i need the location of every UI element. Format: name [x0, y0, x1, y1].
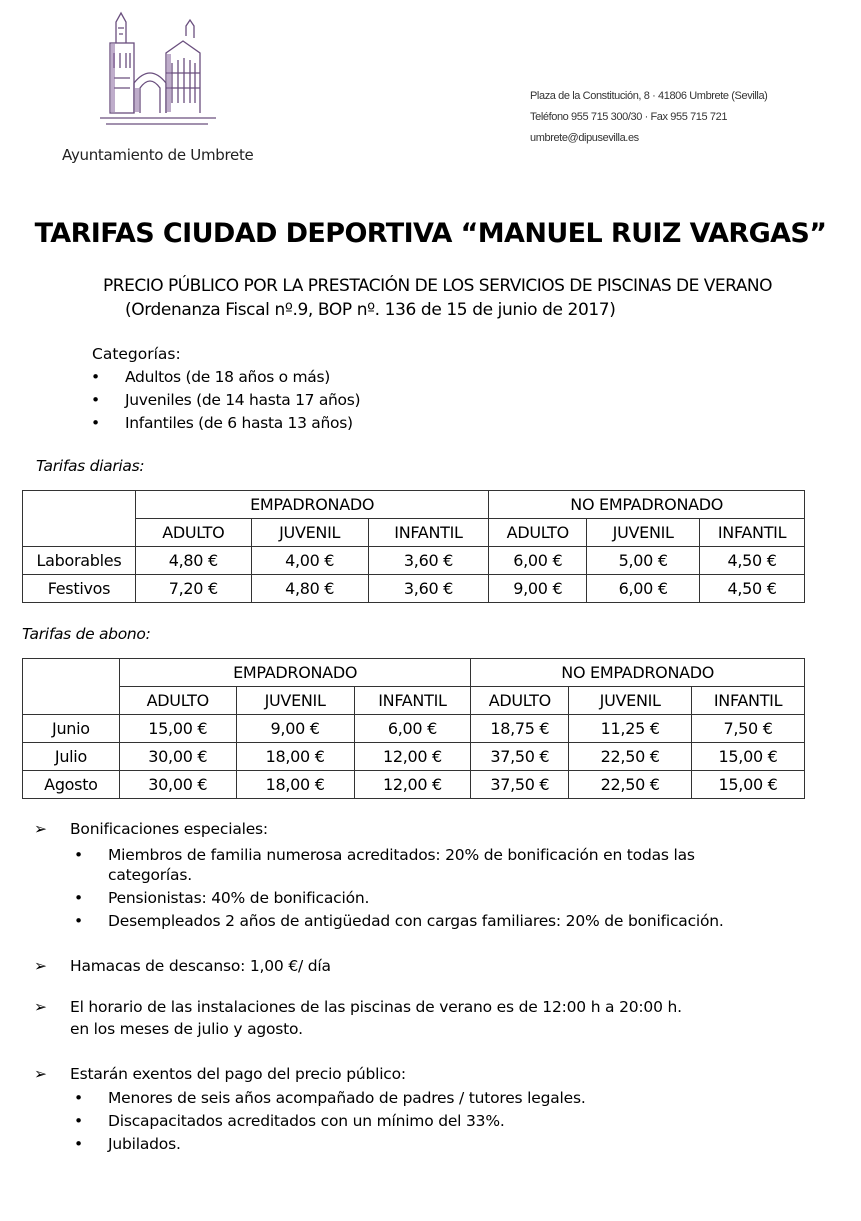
- exempt-disabled: Discapacitados acreditados con un mínimo del 33%.: [108, 1112, 505, 1130]
- list-item: [74, 887, 370, 910]
- price-cell: 9,00 €: [236, 715, 354, 743]
- bonus-pensioners: Pensionistas: 40% de bonificación.: [108, 889, 370, 907]
- bullet-icon: •: [74, 1112, 83, 1130]
- bullet-icon: •: [74, 889, 83, 907]
- list-item-continuation: [108, 864, 192, 887]
- price-cell: 3,60 €: [368, 547, 489, 575]
- price-cell: 6,00 €: [587, 575, 700, 603]
- price-cell: 9,00 €: [489, 575, 587, 603]
- row-label: Junio: [23, 715, 120, 743]
- price-cell: 4,00 €: [251, 547, 368, 575]
- logo-text: Ayuntamiento de Umbrete: [62, 146, 254, 164]
- schedule-note: [34, 998, 682, 1016]
- column-header: ADULTO: [119, 687, 236, 715]
- price-cell: 6,00 €: [354, 715, 471, 743]
- category-adults: Adultos (de 18 años o más): [125, 368, 330, 386]
- arrow-bullet-icon: ➢: [34, 1065, 47, 1083]
- season-rates-title: Tarifas de abono:: [22, 625, 151, 643]
- column-header: INFANTIL: [354, 687, 471, 715]
- arrow-bullet-icon: ➢: [34, 957, 47, 975]
- column-header: INFANTIL: [692, 687, 805, 715]
- bullet-icon: •: [74, 912, 83, 930]
- column-header: ADULTO: [471, 687, 569, 715]
- table-row: [23, 547, 805, 575]
- price-cell: 22,50 €: [569, 771, 692, 799]
- list-item: [74, 1087, 586, 1110]
- price-cell: 22,50 €: [569, 743, 692, 771]
- price-cell: 15,00 €: [692, 771, 805, 799]
- price-cell: 37,50 €: [471, 743, 569, 771]
- table-row: [23, 575, 805, 603]
- exempt-title: Estarán exentos del pago del precio público:: [70, 1065, 406, 1083]
- price-cell: 7,50 €: [692, 715, 805, 743]
- list-item: [74, 1110, 505, 1133]
- table-header-row: [23, 519, 805, 547]
- bullet-icon: •: [91, 368, 100, 386]
- price-cell: 15,00 €: [119, 715, 236, 743]
- price-cell: 30,00 €: [119, 771, 236, 799]
- table-header-row: [23, 687, 805, 715]
- subtitle: PRECIO PÚBLICO POR LA PRESTACIÓN DE LOS SERVICIOS DE PISCINAS DE VERANO: [103, 276, 772, 296]
- row-label: Festivos: [23, 575, 136, 603]
- column-header: JUVENIL: [236, 687, 354, 715]
- bonus-unemployed: Desempleados 2 años de antigüedad con cargas familiares: 20% de bonificación.: [108, 912, 724, 930]
- table-header-row: [23, 491, 805, 519]
- bullet-icon: •: [91, 391, 100, 409]
- row-label: Agosto: [23, 771, 120, 799]
- column-header: INFANTIL: [368, 519, 489, 547]
- price-cell: 37,50 €: [471, 771, 569, 799]
- price-cell: 15,00 €: [692, 743, 805, 771]
- bonus-section: [34, 820, 268, 838]
- schedule-text-cont: en los meses de julio y agosto.: [70, 1020, 303, 1038]
- hammocks-note: [34, 957, 331, 975]
- price-cell: 4,50 €: [700, 575, 805, 603]
- table-row: [23, 743, 805, 771]
- price-cell: 18,00 €: [236, 771, 354, 799]
- category-children: Infantiles (de 6 hasta 13 años): [125, 414, 353, 432]
- town-hall-logo: [88, 8, 228, 138]
- list-item: [91, 414, 353, 432]
- row-label: Julio: [23, 743, 120, 771]
- row-label: Laborables: [23, 547, 136, 575]
- bullet-icon: •: [74, 1089, 83, 1107]
- exempt-minors: Menores de seis años acompañado de padres / tutores legales.: [108, 1089, 586, 1107]
- price-cell: 4,80 €: [135, 547, 251, 575]
- corner-cell: [23, 491, 136, 547]
- bonus-large-family-cont: categorías.: [108, 866, 192, 884]
- column-header: JUVENIL: [569, 687, 692, 715]
- column-header: JUVENIL: [587, 519, 700, 547]
- price-cell: 18,75 €: [471, 715, 569, 743]
- price-cell: 4,50 €: [700, 547, 805, 575]
- category-juveniles: Juveniles (de 14 hasta 17 años): [125, 391, 361, 409]
- page-title: TARIFAS CIUDAD DEPORTIVA “MANUEL RUIZ VARGAS”: [34, 218, 827, 249]
- column-header: JUVENIL: [251, 519, 368, 547]
- table-row: [23, 715, 805, 743]
- table-row: [23, 771, 805, 799]
- table-header-row: [23, 659, 805, 687]
- daily-rates-table: [22, 490, 805, 603]
- exempt-section: [34, 1065, 406, 1083]
- price-cell: 4,80 €: [251, 575, 368, 603]
- price-cell: 3,60 €: [368, 575, 489, 603]
- price-cell: 30,00 €: [119, 743, 236, 771]
- list-item: [74, 910, 724, 933]
- arrow-bullet-icon: ➢: [34, 820, 47, 838]
- price-cell: 12,00 €: [354, 771, 471, 799]
- list-item: [91, 368, 330, 386]
- exempt-retired: Jubilados.: [108, 1135, 181, 1153]
- price-cell: 7,20 €: [135, 575, 251, 603]
- bullet-icon: •: [91, 414, 100, 432]
- price-cell: 12,00 €: [354, 743, 471, 771]
- bonus-title: Bonificaciones especiales:: [70, 820, 268, 838]
- price-cell: 6,00 €: [489, 547, 587, 575]
- bullet-icon: •: [74, 846, 83, 864]
- price-cell: 18,00 €: [236, 743, 354, 771]
- phone-fax: Teléfono 955 715 300/30 · Fax 955 715 721: [530, 111, 728, 123]
- daily-rates-title: Tarifas diarias:: [36, 457, 145, 475]
- list-item: [91, 391, 361, 409]
- categories-title: Categorías:: [92, 345, 181, 363]
- group-header: NO EMPADRONADO: [471, 659, 805, 687]
- corner-cell: [23, 659, 120, 715]
- list-item: [74, 1133, 181, 1156]
- bonus-large-family: Miembros de familia numerosa acreditados: 20% de bonificación en todas las: [108, 846, 695, 864]
- list-item: [74, 844, 695, 867]
- group-header: EMPADRONADO: [119, 659, 471, 687]
- hammocks-text: Hamacas de descanso: 1,00 €/ día: [70, 957, 331, 975]
- schedule-text: El horario de las instalaciones de las piscinas de verano es de 12:00 h a 20:00 h.: [70, 998, 682, 1016]
- ordinance-reference: (Ordenanza Fiscal nº.9, BOP nº. 136 de 15 de junio de 2017): [125, 300, 616, 320]
- column-header: INFANTIL: [700, 519, 805, 547]
- address: Plaza de la Constitución, 8 · 41806 Umbrete (Sevilla): [530, 90, 768, 102]
- group-header: NO EMPADRONADO: [489, 491, 805, 519]
- schedule-note-cont: [70, 1020, 303, 1038]
- column-header: ADULTO: [135, 519, 251, 547]
- email[interactable]: umbrete@dipusevilla.es: [530, 132, 639, 144]
- price-cell: 5,00 €: [587, 547, 700, 575]
- season-rates-table: [22, 658, 805, 799]
- price-cell: 11,25 €: [569, 715, 692, 743]
- arrow-bullet-icon: ➢: [34, 998, 47, 1016]
- group-header: EMPADRONADO: [135, 491, 488, 519]
- column-header: ADULTO: [489, 519, 587, 547]
- bullet-icon: •: [74, 1135, 83, 1153]
